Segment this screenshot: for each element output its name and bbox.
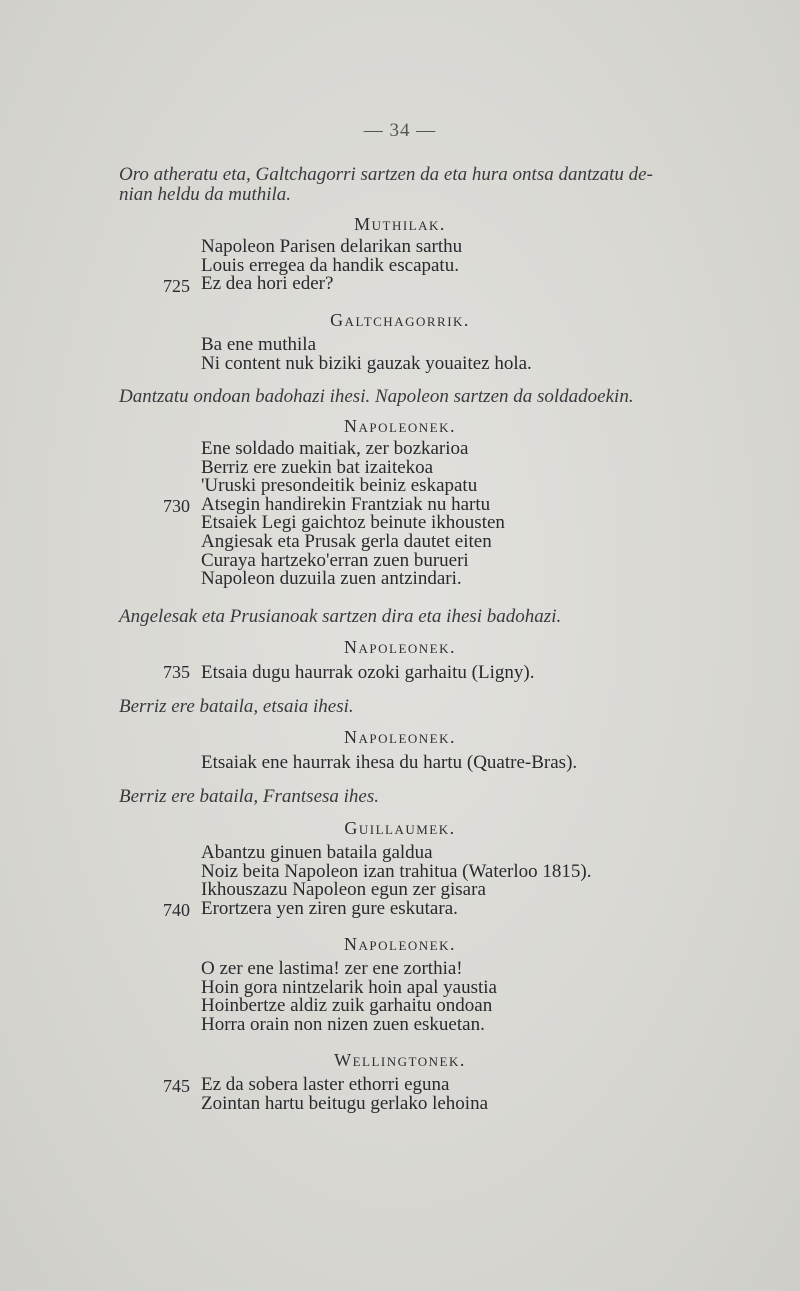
stage-direction: Berriz ere bataila, etsaia ihesi.	[119, 696, 354, 717]
verse-line: Ni content nuk biziki gauzak youaitez hola.	[201, 352, 532, 374]
verse-line: Ikhouszazu Napoleon egun zer gisara	[201, 879, 486, 901]
verse-block	[201, 960, 497, 1034]
line-number: 745	[163, 1076, 190, 1096]
verse-block	[201, 844, 591, 918]
verse-line: Etsaiek Legi gaichtoz beinute ikhousten	[201, 512, 505, 534]
speaker-name: Guillaumek.	[344, 818, 456, 838]
verse-line: Ba ene muthila	[201, 334, 317, 355]
line-number: 730	[163, 496, 190, 516]
verse-line: 'Uruski presondeitik beiniz eskapatu	[201, 475, 478, 497]
verse-line: Napoleon Parisen delarikan sarthu	[201, 236, 463, 257]
speaker-name: Napoleonek.	[344, 416, 456, 436]
speaker-name: Napoleonek.	[344, 727, 456, 747]
verse-line: Abantzu ginuen bataila galdua	[201, 842, 433, 863]
verse-line: O zer ene lastima! zer ene zorthia!	[201, 958, 463, 979]
verse-block	[201, 440, 505, 589]
verse-line: Zointan hartu beitugu gerlako lehoina	[201, 1092, 489, 1114]
verse-block	[201, 336, 532, 373]
stage-direction: nian heldu da muthila.	[119, 184, 292, 205]
stage-direction: Dantzatu ondoan badohazi ihesi. Napoleon sartzen da soldadoekin.	[119, 386, 634, 407]
line-number: 725	[163, 276, 190, 296]
page-number: — 34 —	[363, 120, 437, 141]
verse-line: Horra orain non nizen zuen eskuetan.	[201, 1013, 485, 1035]
verse-line: Ez da sobera laster ethorri eguna	[201, 1074, 450, 1095]
verse-line: Curaya hartzeko'erran zuen burueri	[201, 549, 469, 571]
verse-line: Noiz beita Napoleon izan trahitua (Waterloo 1815).	[201, 860, 592, 882]
verse-line: Ene soldado maitiak, zer bozkarioa	[201, 438, 469, 459]
verse-line: Hoin gora nintzelarik hoin apal yaustia	[201, 976, 497, 998]
speaker-name: Wellingtonek.	[334, 1050, 466, 1070]
speaker-name: Muthilak.	[354, 214, 446, 234]
verse-line: Etsaiak ene haurrak ihesa du hartu (Quatre-Bras).	[201, 752, 578, 773]
verse-line: Louis erregea da handik escapatu.	[201, 254, 459, 276]
verse-line: Atsegin handirekin Frantziak nu hartu	[201, 493, 491, 515]
verse-block	[201, 1076, 488, 1113]
verse-block	[201, 238, 462, 294]
speaker-name: Galtchagorrik.	[330, 310, 470, 330]
line-number: 740	[163, 900, 190, 920]
verse-line: Erortzera yen ziren gure eskutara.	[201, 897, 458, 919]
verse-line: Napoleon duzuila zuen antzindari.	[201, 568, 462, 590]
verse-line: Hoinbertze aldiz zuik garhaitu ondoan	[201, 995, 493, 1017]
verse-line: Ez dea hori eder?	[201, 273, 334, 295]
verse-line: Berriz ere zuekin bat izaitekoa	[201, 456, 434, 478]
speaker-name: Napoleonek.	[344, 934, 456, 954]
verse-line: Etsaia dugu haurrak ozoki garhaitu (Ligny).	[201, 662, 535, 683]
stage-direction: Angelesak eta Prusianoak sartzen dira eta ihesi badohazi.	[119, 606, 562, 627]
line-number: 735	[163, 662, 190, 682]
verse-line: Angiesak eta Prusak gerla dautet eiten	[201, 530, 492, 552]
stage-direction: Berriz ere bataila, Frantsesa ihes.	[119, 786, 379, 807]
speaker-name: Napoleonek.	[344, 637, 456, 657]
stage-direction: Oro atheratu eta, Galtchagorri sartzen da eta hura ontsa dantzatu de-	[119, 164, 653, 185]
